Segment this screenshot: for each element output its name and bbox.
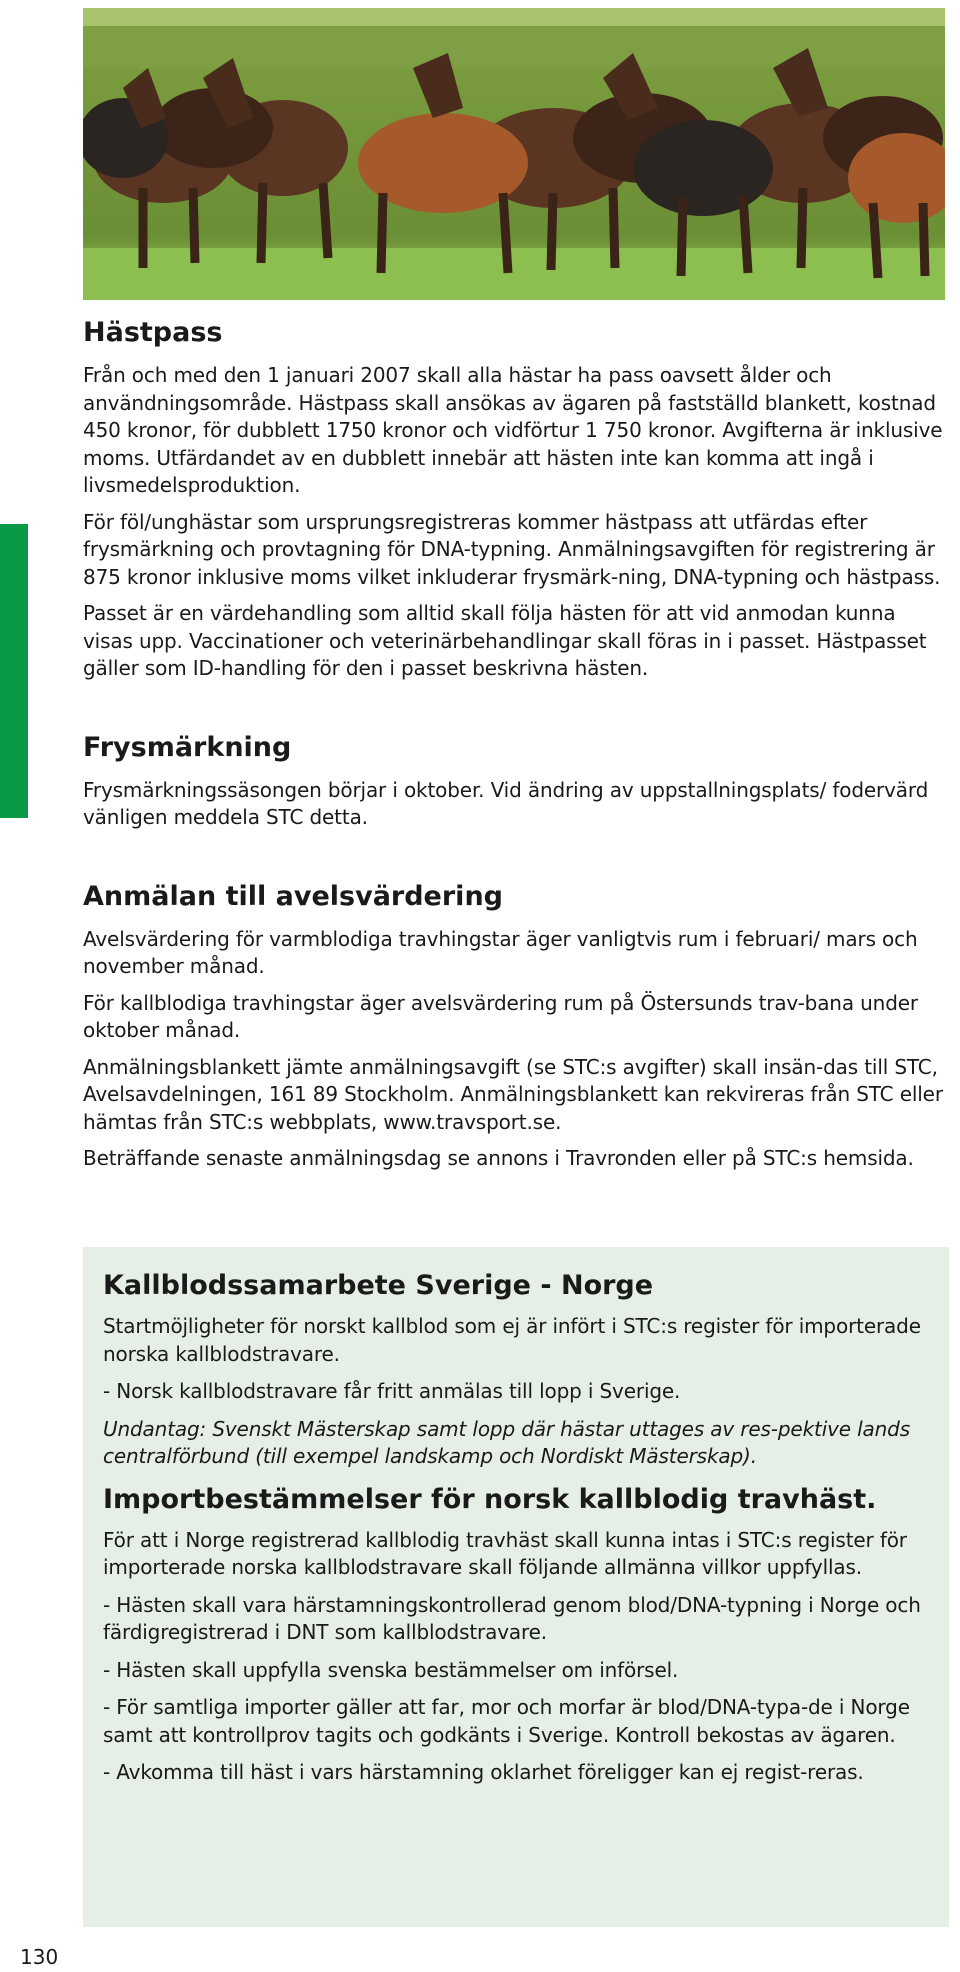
horses-photo xyxy=(83,8,945,300)
green-accent-bar xyxy=(0,524,28,818)
section-frysmarkning xyxy=(83,731,945,832)
horses-illustration xyxy=(83,8,945,300)
heading-importbestammelser: Importbestämmelser för norsk kallblodig travhäst. xyxy=(103,1483,877,1515)
section-hastpass xyxy=(83,316,945,683)
paragraph: - För samtliga importer gäller att far, mor och morfar är blod/DNA-typa-de i Norge samt att kontrollprov tagits och godkänts i Sverige. Kontroll bekostas av ägaren. xyxy=(103,1695,910,1747)
section-anmalan xyxy=(83,880,945,1173)
paragraph: - Norsk kallblodstravare får fritt anmälas till lopp i Sverige. xyxy=(103,1379,681,1403)
main-content xyxy=(83,316,945,1221)
paragraph: Avelsvärdering för varmblodiga travhingstar äger vanligtvis rum i februari/ mars och november månad. xyxy=(83,926,918,978)
paragraph: Beträffande senaste anmälningsdag se annons i Travronden eller på STC:s hemsida. xyxy=(83,1146,914,1170)
page-number: 130 xyxy=(20,1945,59,1969)
paragraph: - Avkomma till häst i vars härstamning oklarhet föreligger kan ej regist-reras. xyxy=(103,1760,864,1784)
paragraph: Anmälningsblankett jämte anmälningsavgift (se STC:s avgifter) skall insän-das till STC, Avelsavdelningen, 161 89 Stockholm. Anmälningsblankett kan rekvireras från STC eller hämtas från STC:s webbplats, www.travsport.se. xyxy=(83,1054,943,1134)
info-box-kallblod xyxy=(83,1247,949,1927)
exception-note: Undantag: Svenskt Mästerskap samt lopp där hästar uttages av res-pektive lands centralförbund (till exempel landskamp och Nordiskt Mästerskap). xyxy=(103,1416,911,1468)
paragraph: Frysmärkningssäsongen börjar i oktober. Vid ändring av uppstallningsplats/ fodervärd vänligen meddela STC detta. xyxy=(83,777,929,829)
paragraph: Från och med den 1 januari 2007 skall alla hästar ha pass oavsett ålder och användningsområde. Hästpass skall ansökas av ägaren på fastställd blankett, kostnad 450 kronor, för dubblett 1750 kronor och vidförtur 1 750 kronor. Avgifterna är inklusive moms. Utfärdandet av en dubblett innebär att hästen inte kan komma att ingå i livsmedelsproduktion. xyxy=(83,363,943,497)
heading-frysmarkning: Frysmärkning xyxy=(83,731,292,763)
heading-kallblodssamarbete: Kallblodssamarbete Sverige - Norge xyxy=(103,1270,654,1301)
paragraph: För kallblodiga travhingstar äger avelsvärdering rum på Östersunds trav-bana under oktober månad. xyxy=(83,990,918,1042)
paragraph: - Hästen skall vara härstamningskontrollerad genom blod/DNA-typning i Norge och färdigregistrerad i DNT som kallblodstravare. xyxy=(103,1592,921,1644)
paragraph: Passet är en värdehandling som alltid skall följa hästen för att vid anmodan kunna visas upp. Vaccinationer och veterinärbehandlingar skall föras in i passet. Hästpasset gäller som ID-handling för den i passet beskrivna hästen. xyxy=(83,601,927,680)
heading-hastpass: Hästpass xyxy=(83,317,223,348)
paragraph: Startmöjligheter för norskt kallblod som ej är infört i STC:s register för importerade norska kallblodstravare. xyxy=(103,1314,921,1366)
paragraph: För att i Norge registrerad kallblodig travhäst skall kunna intas i STC:s register för importerade norska kallblodstravare skall följande allmänna villkor uppfyllas. xyxy=(103,1527,907,1579)
paragraph: För föl/unghästar som ursprungsregistreras kommer hästpass att utfärdas efter frysmärkning och provtagning för DNA-typning. Anmälningsavgiften för registrering är 875 kronor inklusive moms vilket inkluderar frysmärk-ning, DNA-typning och hästpass. xyxy=(83,509,941,589)
heading-anmalan: Anmälan till avelsvärdering xyxy=(83,880,503,912)
paragraph: - Hästen skall uppfylla svenska bestämmelser om införsel. xyxy=(103,1657,679,1682)
